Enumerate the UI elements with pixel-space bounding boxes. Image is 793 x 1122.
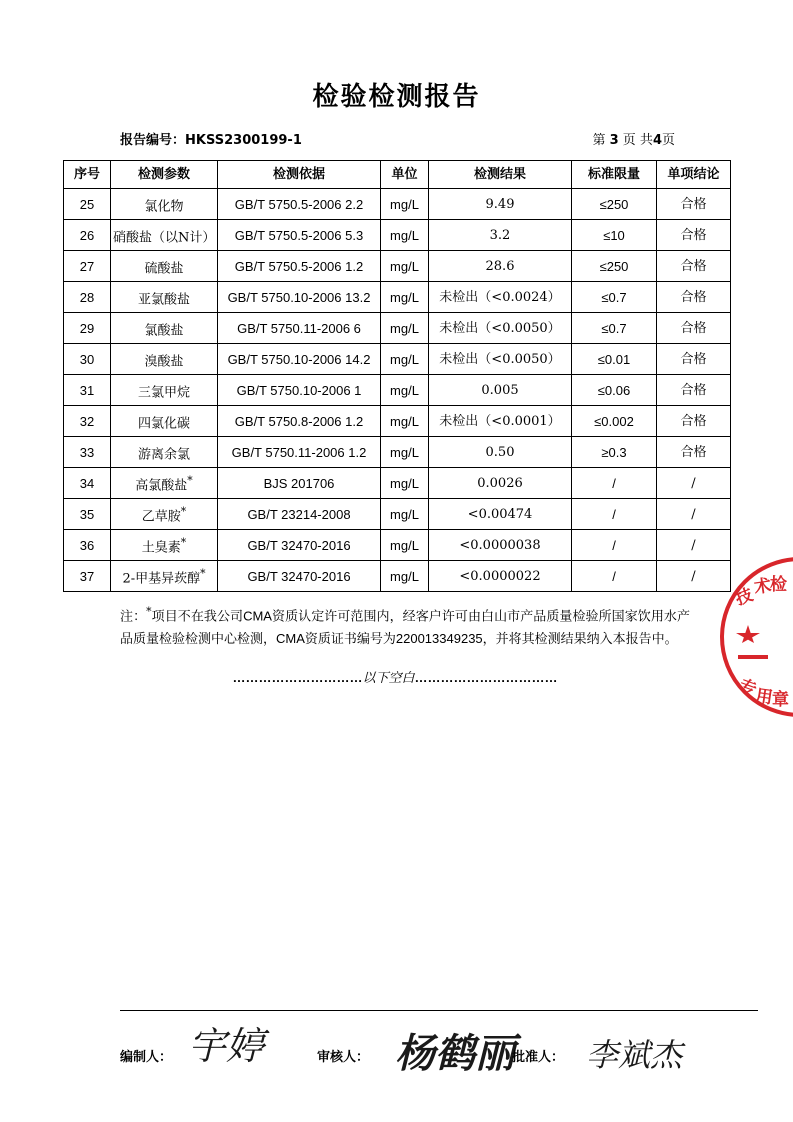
table-row — [64, 189, 731, 220]
cell-basis — [218, 375, 381, 406]
cell-no-text: 35 — [79, 506, 95, 522]
cell-param — [111, 375, 218, 406]
cell-param — [111, 437, 218, 468]
cell-param — [111, 220, 218, 251]
cell-conclusion — [657, 468, 731, 499]
cell-limit-text: / — [612, 506, 616, 522]
cell-limit — [572, 375, 657, 406]
cell-basis-text: GB/T 32470-2016 — [247, 568, 351, 584]
cell-no — [64, 220, 111, 251]
compiler-signature: 宇婷 — [188, 1024, 265, 1068]
header-result: 检测结果 — [429, 161, 572, 189]
cell-unit — [381, 561, 429, 592]
approver-signature: 李斌杰 — [586, 1036, 683, 1074]
header-param: 检测参数 — [111, 161, 218, 189]
page-total: 4 — [652, 133, 662, 148]
table-row — [64, 313, 731, 344]
cell-conclusion-text: 合格 — [680, 351, 707, 367]
cell-limit — [572, 313, 657, 344]
cell-conclusion — [657, 220, 731, 251]
cell-param — [111, 530, 218, 561]
cell-limit — [572, 437, 657, 468]
cell-basis-text: BJS 201706 — [263, 475, 335, 491]
cell-no — [64, 406, 111, 437]
cell-limit — [572, 468, 657, 499]
cell-no — [64, 530, 111, 561]
cell-param-text: 三氯甲烷 — [137, 385, 190, 401]
param-mark: * — [187, 473, 193, 487]
cell-result-text: <0.0000022 — [459, 568, 541, 584]
cell-conclusion-text: 合格 — [680, 320, 707, 336]
cell-conclusion — [657, 375, 731, 406]
cell-limit-text: ≤0.01 — [597, 351, 631, 367]
cell-conclusion-text: 合格 — [680, 444, 707, 460]
table-row — [64, 468, 731, 499]
cell-param — [111, 468, 218, 499]
cell-param-text: 土臭素 — [141, 540, 181, 556]
cell-result-text: 0.50 — [485, 444, 515, 460]
cell-unit-text: mg/L — [390, 227, 419, 243]
cell-unit-text: mg/L — [390, 537, 419, 553]
cell-result — [429, 468, 572, 499]
cell-limit — [572, 251, 657, 282]
cell-param-text: 四氯化碳 — [137, 416, 190, 432]
cell-unit — [381, 344, 429, 375]
cell-unit-text: mg/L — [390, 320, 419, 336]
cell-unit-text: mg/L — [390, 413, 419, 429]
cell-basis-text: GB/T 5750.10-2006 1 — [236, 382, 362, 398]
cell-limit-text: / — [612, 568, 616, 584]
results-table — [63, 160, 731, 592]
cell-no-text: 28 — [79, 289, 95, 305]
approver-label: 批准人： — [512, 1050, 565, 1065]
end-of-content-mark — [195, 667, 595, 686]
compiler-label: 编制人： — [120, 1050, 173, 1065]
cell-limit-text: ≤0.06 — [597, 382, 631, 398]
cell-conclusion — [657, 251, 731, 282]
cell-no — [64, 313, 111, 344]
cell-limit-text: ≤250 — [599, 196, 629, 212]
cell-no-text: 26 — [79, 227, 95, 243]
cell-limit-text: ≤250 — [599, 258, 629, 274]
table-body — [64, 189, 731, 592]
cell-result — [429, 282, 572, 313]
cell-basis — [218, 468, 381, 499]
stamp-seal-icon — [718, 555, 793, 720]
cell-result — [429, 344, 572, 375]
cell-basis — [218, 313, 381, 344]
cell-conclusion-text: 合格 — [680, 289, 707, 305]
cell-param — [111, 499, 218, 530]
cell-limit-text: / — [612, 475, 616, 491]
cell-result — [429, 313, 572, 344]
table-row — [64, 437, 731, 468]
page-prefix: 第 — [592, 133, 606, 148]
cell-conclusion-text: / — [691, 537, 696, 553]
cell-conclusion-text: / — [691, 506, 696, 522]
cell-no — [64, 468, 111, 499]
cell-result-text: 0.0026 — [477, 475, 523, 491]
cell-param — [111, 251, 218, 282]
cell-unit — [381, 406, 429, 437]
cell-conclusion — [657, 189, 731, 220]
cell-basis-text: GB/T 5750.11-2006 1.2 — [231, 444, 367, 460]
table-row — [64, 530, 731, 561]
cell-basis-text: GB/T 5750.10-2006 14.2 — [227, 351, 371, 367]
cell-no — [64, 344, 111, 375]
svg-text:检: 检 — [770, 575, 787, 595]
cell-result — [429, 220, 572, 251]
cell-conclusion — [657, 437, 731, 468]
svg-text:章: 章 — [772, 690, 789, 710]
cell-basis-text: GB/T 5750.10-2006 13.2 — [227, 289, 371, 305]
cell-param-text: 溴酸盐 — [144, 354, 184, 370]
table-row — [64, 220, 731, 251]
cell-limit-text: ≤10 — [603, 227, 625, 243]
footnote-prefix: 注： — [120, 609, 147, 625]
cell-limit — [572, 282, 657, 313]
cell-unit — [381, 375, 429, 406]
cell-basis — [218, 499, 381, 530]
table-row — [64, 282, 731, 313]
cell-unit — [381, 220, 429, 251]
cell-no-text: 31 — [79, 382, 95, 398]
cell-param — [111, 344, 218, 375]
cell-limit — [572, 220, 657, 251]
cell-result — [429, 437, 572, 468]
param-mark: * — [180, 504, 187, 518]
cell-unit — [381, 499, 429, 530]
cell-param — [111, 189, 218, 220]
cell-conclusion — [657, 499, 731, 530]
cell-limit-text: ≤0.7 — [601, 289, 627, 305]
inspection-stamp — [718, 555, 793, 720]
cell-no-text: 34 — [79, 475, 95, 491]
cell-conclusion-text: 合格 — [680, 382, 707, 398]
footer-divider — [120, 1010, 758, 1011]
report-number-value: HKSS2300199-1 — [185, 133, 302, 148]
cell-unit — [381, 468, 429, 499]
cell-param-text: 硫酸盐 — [144, 261, 184, 277]
cell-result-text: 9.49 — [485, 196, 515, 212]
table-row — [64, 561, 731, 592]
cell-result — [429, 561, 572, 592]
svg-text:术: 术 — [752, 575, 773, 598]
cell-basis — [218, 406, 381, 437]
cell-result-text: 3.2 — [489, 227, 511, 243]
cell-conclusion-text: / — [691, 568, 696, 584]
cell-no — [64, 189, 111, 220]
footnote-text: 项目不在我公司CMA资质认定许可范围内，经客户许可由白山市产品质量检验所国家饮用水产品质量检验检测中心检测，CMA资质证书编号为220013349235，并将其检测结果纳入本报告中。 — [120, 608, 690, 647]
cell-no-text: 29 — [79, 320, 95, 336]
cell-limit — [572, 561, 657, 592]
cell-limit — [572, 499, 657, 530]
cell-conclusion-text: / — [691, 475, 696, 491]
cell-no-text: 33 — [79, 444, 95, 460]
cell-unit — [381, 251, 429, 282]
cell-conclusion-text: 合格 — [680, 413, 707, 429]
cell-conclusion-text: 合格 — [680, 258, 707, 274]
cell-limit-text: ≥0.3 — [601, 444, 627, 460]
cell-result-text: 未检出（<0.0024） — [439, 289, 561, 305]
cell-conclusion-text: 合格 — [680, 227, 707, 243]
cell-conclusion — [657, 282, 731, 313]
svg-text:用: 用 — [754, 686, 774, 709]
cell-result-text: 未检出（<0.0050） — [439, 351, 561, 367]
cell-no-text: 32 — [79, 413, 95, 429]
cell-param — [111, 282, 218, 313]
cell-no — [64, 437, 111, 468]
page-current: 3 — [609, 133, 619, 148]
page-mid: 页 共 — [622, 133, 653, 148]
cell-basis — [218, 561, 381, 592]
cell-param-text: 亚氯酸盐 — [137, 292, 190, 308]
cell-unit-text: mg/L — [390, 196, 419, 212]
page-indicator — [592, 129, 675, 148]
cell-result — [429, 251, 572, 282]
cell-param — [111, 313, 218, 344]
cell-no-text: 37 — [79, 568, 95, 584]
cell-param-text: 氯酸盐 — [144, 323, 184, 339]
cell-basis-text: GB/T 5750.5-2006 1.2 — [234, 258, 364, 274]
cell-basis — [218, 282, 381, 313]
cell-basis-text: GB/T 5750.8-2006 1.2 — [234, 413, 364, 429]
header-unit: 单位 — [381, 161, 429, 189]
cell-no — [64, 282, 111, 313]
cell-limit — [572, 530, 657, 561]
cell-unit-text: mg/L — [390, 506, 419, 522]
cell-no — [64, 499, 111, 530]
table-header-row — [64, 161, 731, 189]
cell-result-text: 28.6 — [485, 258, 515, 274]
cell-basis-text: GB/T 5750.11-2006 6 — [237, 320, 361, 336]
cell-basis — [218, 344, 381, 375]
cell-unit — [381, 313, 429, 344]
cell-basis-text: GB/T 32470-2016 — [247, 537, 351, 553]
cell-basis-text: GB/T 5750.5-2006 5.3 — [234, 227, 364, 243]
svg-text:技: 技 — [732, 585, 756, 610]
cell-limit-text: ≤0.002 — [594, 413, 634, 429]
cell-unit — [381, 282, 429, 313]
header-limit: 标准限量 — [572, 161, 657, 189]
cell-result-text: 未检出（<0.0001） — [439, 413, 561, 429]
cell-unit — [381, 437, 429, 468]
cell-no-text: 25 — [79, 196, 95, 212]
report-title: 检验检测报告 — [312, 82, 481, 112]
cell-result — [429, 189, 572, 220]
report-number-label: 报告编号： — [120, 133, 186, 148]
end-dots-left: ………………………… — [232, 670, 363, 685]
cell-result — [429, 499, 572, 530]
cell-limit-text: / — [612, 537, 616, 553]
cell-result-text: 未检出（<0.0050） — [439, 320, 561, 336]
header-basis: 检测依据 — [218, 161, 381, 189]
cell-limit — [572, 344, 657, 375]
cell-conclusion — [657, 313, 731, 344]
cell-conclusion-text: 合格 — [680, 196, 707, 212]
cell-basis-text: GB/T 23214-2008 — [247, 506, 351, 522]
page-suffix: 页 — [661, 133, 675, 148]
cell-basis — [218, 220, 381, 251]
cell-unit-text: mg/L — [390, 568, 419, 584]
cell-conclusion — [657, 344, 731, 375]
cell-basis — [218, 189, 381, 220]
cell-no — [64, 561, 111, 592]
cell-result — [429, 530, 572, 561]
cell-limit-text: ≤0.7 — [601, 320, 627, 336]
cell-unit-text: mg/L — [390, 258, 419, 274]
cell-unit — [381, 530, 429, 561]
header-no: 序号 — [64, 161, 111, 189]
cell-param — [111, 406, 218, 437]
cell-basis — [218, 437, 381, 468]
cell-result-text: <0.00474 — [467, 506, 533, 522]
cell-no-text: 27 — [79, 258, 95, 274]
cell-result — [429, 406, 572, 437]
reviewer-signature: 杨鹤丽 — [395, 1030, 515, 1077]
cell-unit — [381, 189, 429, 220]
table-row — [64, 251, 731, 282]
cell-param-text: 乙草胺 — [141, 509, 181, 525]
cell-limit — [572, 189, 657, 220]
cell-conclusion — [657, 406, 731, 437]
cell-no — [64, 375, 111, 406]
reviewer-label: 审核人： — [317, 1050, 370, 1065]
table-row — [64, 375, 731, 406]
cell-limit — [572, 406, 657, 437]
param-mark: * — [200, 566, 206, 580]
cell-basis — [218, 530, 381, 561]
cell-param-text: 高氯酸盐 — [135, 478, 188, 494]
cell-unit-text: mg/L — [390, 351, 419, 367]
cell-unit-text: mg/L — [390, 475, 419, 491]
end-dots-right: …………………………… — [414, 670, 558, 685]
cell-param-text: 硝酸盐（以N计） — [113, 230, 216, 246]
cell-param-text: 2-甲基异莰醇 — [122, 571, 201, 587]
end-text: 以下空白 — [362, 671, 415, 686]
footnote — [120, 601, 690, 651]
svg-text:专: 专 — [736, 675, 760, 701]
cell-basis — [218, 251, 381, 282]
cell-param-text: 游离余氯 — [137, 447, 190, 463]
report-number — [120, 129, 302, 148]
cell-param — [111, 561, 218, 592]
cell-no-text: 30 — [79, 351, 95, 367]
cell-no — [64, 251, 111, 282]
cell-basis-text: GB/T 5750.5-2006 2.2 — [234, 196, 364, 212]
table-row — [64, 499, 731, 530]
cell-result — [429, 375, 572, 406]
param-mark: * — [180, 535, 187, 549]
cell-result-text: 0.005 — [481, 382, 519, 398]
table-row — [64, 344, 731, 375]
cell-unit-text: mg/L — [390, 382, 419, 398]
cell-result-text: <0.0000038 — [459, 537, 541, 553]
header-conclusion: 单项结论 — [657, 161, 731, 189]
cell-unit-text: mg/L — [390, 444, 419, 460]
table-row — [64, 406, 731, 437]
cell-param-text: 氯化物 — [144, 199, 184, 215]
cell-no-text: 36 — [79, 537, 95, 553]
cell-unit-text: mg/L — [390, 289, 419, 305]
footnote-mark: * — [146, 605, 152, 618]
